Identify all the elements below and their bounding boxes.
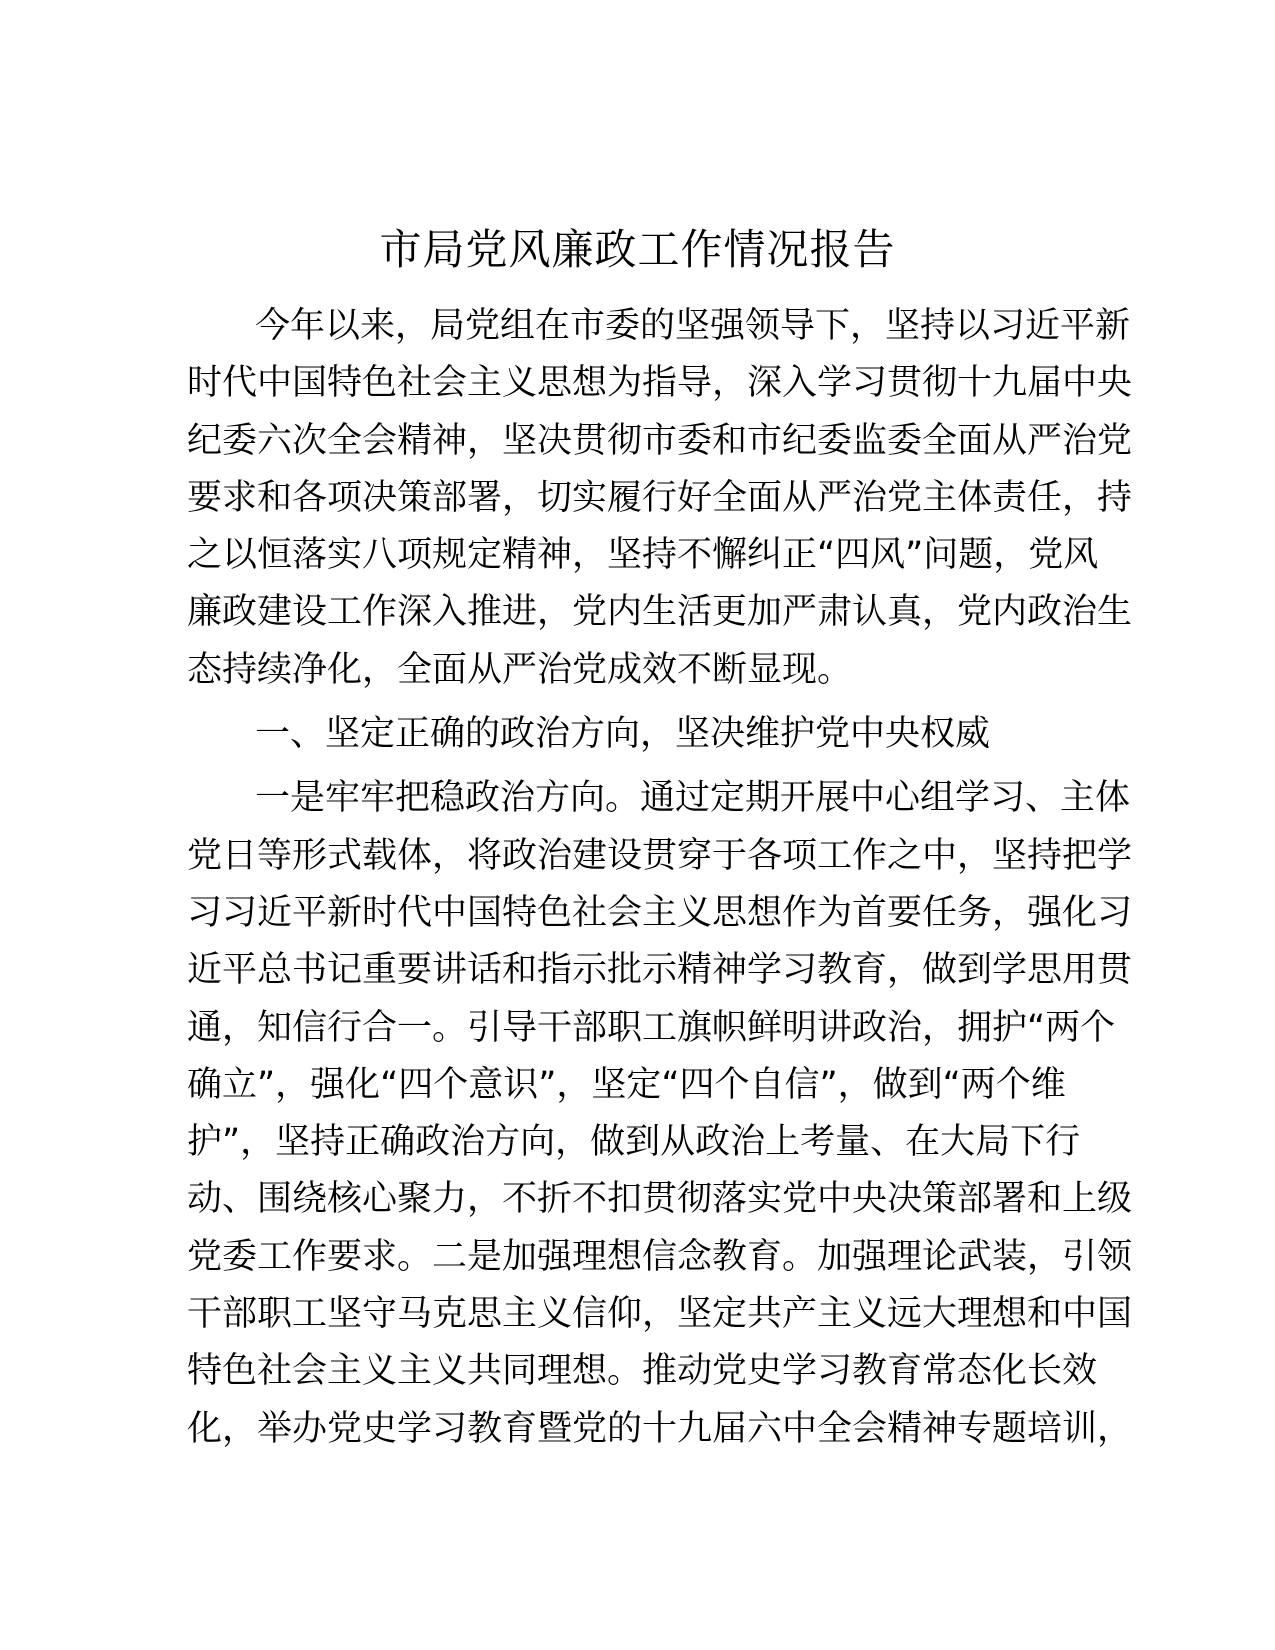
text-line: 时代中国特色社会主义思想为指导，深入学习贯彻十九届中央 [187,363,1133,404]
text-line: 特色社会主义主义共同理想。推动党史学习教育常态化长效 [187,1351,1098,1392]
text-line: 近平总书记重要讲话和指示批示精神学习教育，做到学思用贯 [187,950,1133,991]
text-line: 党委工作要求。二是加强理想信念教育。加强理论武装，引领 [187,1236,1133,1277]
text-line: 确立”，强化“四个意识”，坚定“四个自信”，做到“两个维 [187,1064,1066,1105]
text-line: 干部职工坚守马克思主义信仰，坚定共产主义远大理想和中国 [187,1294,1133,1335]
section-heading-text: 一、坚定正确的政治方向，坚决维护党中央权威 [255,714,991,755]
text-line: 党日等形式载体，将政治建设贯穿于各项工作之中，坚持把学 [187,835,1133,876]
paragraph-intro [187,298,1133,699]
text-line: 纪委六次全会精神，坚决贯彻市委和市纪委监委全面从严治党 [187,420,1133,461]
paragraph-section-1 [187,770,1133,1458]
text-line: 一是牢牢把稳政治方向。通过定期开展中心组学习、主体 [255,778,1131,819]
text-line: 态持续净化，全面从严治党成效不断显现。 [187,649,853,690]
text-line: 廉政建设工作深入推进，党内生活更加严肃认真，党内政治生 [187,592,1133,633]
text-line: 要求和各项决策部署，切实履行好全面从严治党主体责任，持 [187,477,1133,518]
text-line: 护”，坚持正确政治方向，做到从政治上考量、在大局下行 [187,1122,1081,1163]
document-body [187,298,1133,1458]
text-line: 今年以来，局党组在市委的坚强领导下，坚持以习近平新 [255,306,1131,346]
section-heading [187,706,1087,763]
text-line: 之以恒落实八项规定精神，坚持不懈纠正“四风”问题，党风 [187,535,1099,576]
paragraph-spacer [187,763,1087,770]
text-line: 动、围绕核心聚力，不折不扣贯彻落实党中央决策部署和上级 [187,1179,1133,1220]
text-line: 习习近平新时代中国特色社会主义思想作为首要任务，强化习 [187,892,1133,933]
paragraph-spacer [187,699,1087,706]
text-line: 化，举办党史学习教育暨党的十九届六中全会精神专题培训， [187,1408,1133,1449]
document-title: 市局党风廉政工作情况报告 [379,225,896,274]
text-line: 通，知信行合一。引导干部职工旗帜鲜明讲政治，拥护“两个 [187,1007,1116,1048]
